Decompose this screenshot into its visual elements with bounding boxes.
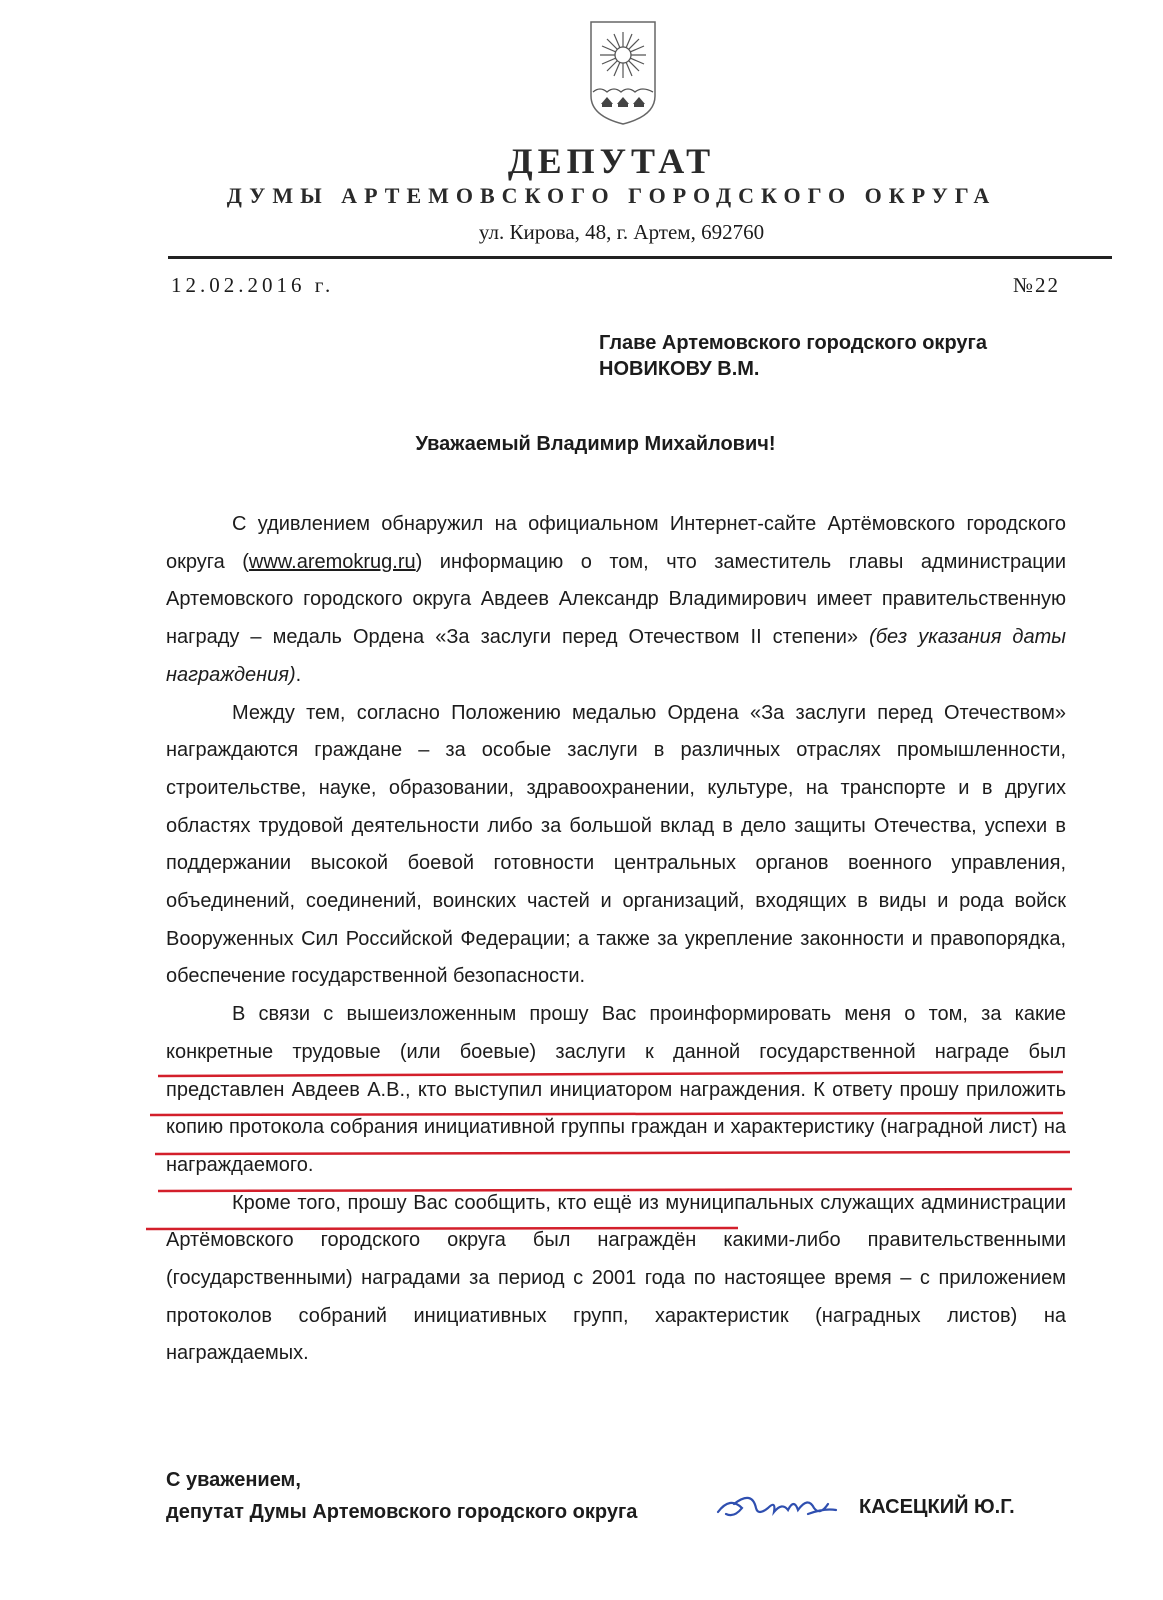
- paragraph-1-italic: (без указания даты награждения): [166, 626, 1066, 686]
- paragraph-2: Между тем, согласно Положению медалью Ордена «За заслуги перед Отечеством» награждаются граждане – за особые заслуги в различных отраслях промышленности, строительстве, науке, образовании, здравоохранении, культуре, на транспорте и в других областях трудовой деятельности либо за большой вклад в дело защиты Отечества, успехи в поддержании высокой боевой готовности центральных органов военного управления, объединений, соединений, воинских частей и организаций, входящих в виды и рода войск Вооруженных Сил Российской Федерации; а также за укрепление законности и правопорядка, обеспечение государственной безопасности.: [166, 701, 1066, 988]
- signer-name: КАСЕЦКИЙ Ю.Г.: [859, 1496, 1015, 1518]
- addressee: [599, 330, 1119, 382]
- signer-position: депутат Думы Артемовского городского округа: [166, 1501, 638, 1523]
- letter-body: [166, 506, 1066, 1373]
- letter-number: №22: [1012, 273, 1060, 297]
- handwritten-signature-icon: [712, 1478, 842, 1530]
- letterhead-address: ул. Кирова, 48, г. Артем, 692760: [478, 220, 765, 244]
- letter-date: 12.02.2016 г.: [171, 273, 335, 297]
- letterhead-title: ДЕПУТАТ: [507, 141, 716, 181]
- addressee-position: Главе Артемовского городского округа: [599, 332, 987, 354]
- header-divider: [168, 256, 1112, 259]
- letterhead-subtitle: ДУМЫ АРТЕМОВСКОГО ГОРОДСКОГО ОКРУГА: [226, 183, 997, 208]
- website-link[interactable]: www.aremokrug.ru: [248, 550, 416, 573]
- sun-crest-icon: [587, 18, 659, 126]
- addressee-name: НОВИКОВУ В.М.: [599, 358, 760, 380]
- closing-regards: С уважением,: [166, 1469, 301, 1491]
- salutation: Уважаемый Владимир Михайлович!: [415, 433, 776, 455]
- paragraph-4: Кроме того, прошу Вас сообщить, кто ещё из муниципальных служащих администрации Артёмовского городского округа был награждён какими-либо правительственными (государственными) наградами за период с 2001 года по настоящее время – с приложением протоколов собраний инициативных групп, характеристик (наградных листов) на награждаемых.: [166, 1191, 1066, 1365]
- paragraph-1: С удивлением обнаружил на официальном Интернет-сайте Артёмовского городского округа (www.aremokrug.ru) информацию о том, что заместитель главы администрации Артемовского городского округа Авдеев Александр Владимирович имеет правительственную награду – медаль Ордена «За заслуги перед Отечеством II степени» (без указания даты награждения).: [166, 513, 1066, 686]
- paragraph-3: В связи с вышеизложенным прошу Вас проинформировать меня о том, за какие конкретные трудовые (или боевые) заслуги к данной государственной награде был представлен Авдеев А.В., кто выступил инициатором награждения. К ответу прошу приложить копию протокола собрания инициативной группы граждан и характеристику (наградной лист) на награждаемого.: [166, 1003, 1066, 1176]
